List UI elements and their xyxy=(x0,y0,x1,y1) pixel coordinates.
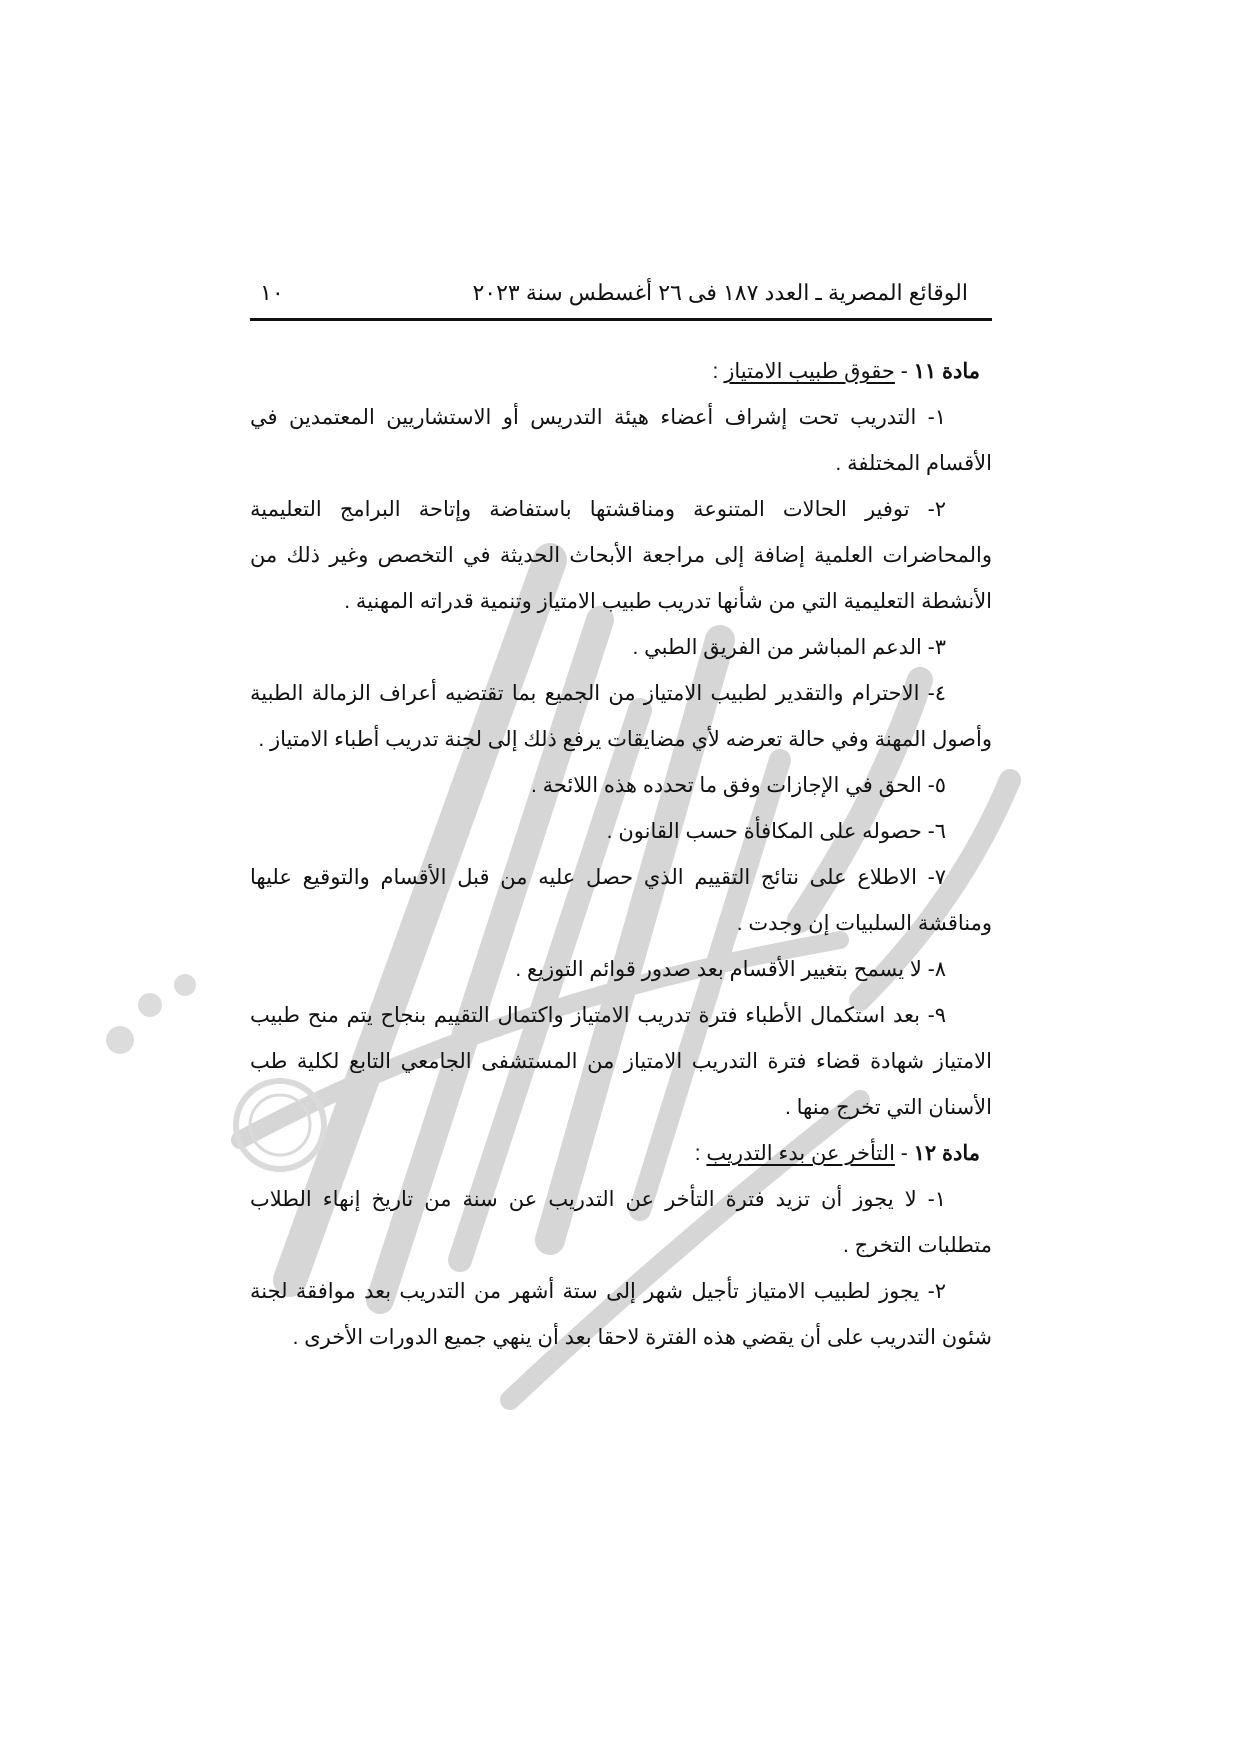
article-11-separator: - xyxy=(894,360,914,383)
article-11-subject: حقوق طبيب الامتياز xyxy=(724,360,895,383)
article-12-item-2: ٢- يجوز لطبيب الامتياز تأجيل شهر إلى ستة أشهر من التدريب بعد موافقة لجنة شئون التدريب على أن يقضي هذه الفترة لاحقا بعد أن ينهي جميع الدورات الأخرى . xyxy=(250,1280,992,1349)
page-number: ١٠ xyxy=(260,280,284,305)
article-12-separator: - xyxy=(894,1142,914,1165)
article-11-item-8: ٨- لا يسمح بتغيير الأقسام بعد صدور قوائم التوزيع . xyxy=(515,958,946,981)
watermark-dot xyxy=(106,1026,134,1054)
document-page xyxy=(250,280,992,1361)
article-11-heading xyxy=(250,349,992,395)
document-body xyxy=(250,349,992,1361)
article-12-label: مادة ١٢ xyxy=(913,1142,980,1165)
watermark-dot xyxy=(138,993,162,1017)
article-12-subject: التأخر عن بدء التدريب xyxy=(706,1142,895,1165)
article-11-item-4: ٤- الاحترام والتقدير لطبيب الامتياز من الجميع بما تقتضيه أعراف الزمالة الطبية وأصول المهنة وفي حالة تعرضه لأي مضايقات يرفع ذلك إلى لجنة تدريب أطباء الامتياز . xyxy=(250,682,992,751)
article-12-item-1: ١- لا يجوز أن تزيد فترة التأخر عن التدريب عن سنة من تاريخ إنهاء الطلاب متطلبات التخرج . xyxy=(250,1188,992,1257)
article-12-heading xyxy=(250,1131,992,1177)
page-header xyxy=(250,280,992,321)
article-11-item-3: ٣- الدعم المباشر من الفريق الطبي . xyxy=(632,636,946,659)
article-11-item-2: ٢- توفير الحالات المتنوعة ومناقشتها باستفاضة وإتاحة البرامج التعليمية والمحاضرات العلمية إضافة إلى مراجعة الأبحاث الحديثة في التخصص وغير ذلك من الأنشطة التعليمية التي من شأنها تدريب طبيب الامتياز وتنمية قدراته المهنية . xyxy=(250,498,992,613)
article-12-colon: : xyxy=(694,1142,707,1165)
gazette-title: الوقائع المصرية ـ العدد ١٨٧ فى ٢٦ أغسطس سنة ٢٠٢٣ xyxy=(472,280,968,305)
article-11-label: مادة ١١ xyxy=(913,360,980,383)
article-11-item-5: ٥- الحق في الإجازات وفق ما تحدده هذه اللائحة . xyxy=(530,774,946,797)
article-11-item-7: ٧- الاطلاع على نتائج التقييم الذي حصل عليه من قبل الأقسام والتوقيع عليها ومناقشة السلبيات إن وجدت . xyxy=(250,866,992,935)
article-11-item-6: ٦- حصوله على المكافأة حسب القانون . xyxy=(606,820,946,843)
article-11-colon: : xyxy=(712,360,725,383)
article-11-item-1: ١- التدريب تحت إشراف أعضاء هيئة التدريس أو الاستشاريين المعتمدين في الأقسام المختلفة . xyxy=(250,406,992,475)
watermark-dot xyxy=(174,974,196,996)
article-11-item-9: ٩- بعد استكمال الأطباء فترة تدريب الامتياز واكتمال التقييم بنجاح يتم منح طبيب الامتياز شهادة قضاء فترة التدريب الامتياز من المستشفى الجامعي التابع لكلية طب الأسنان التي تخرج منها . xyxy=(250,1004,992,1119)
